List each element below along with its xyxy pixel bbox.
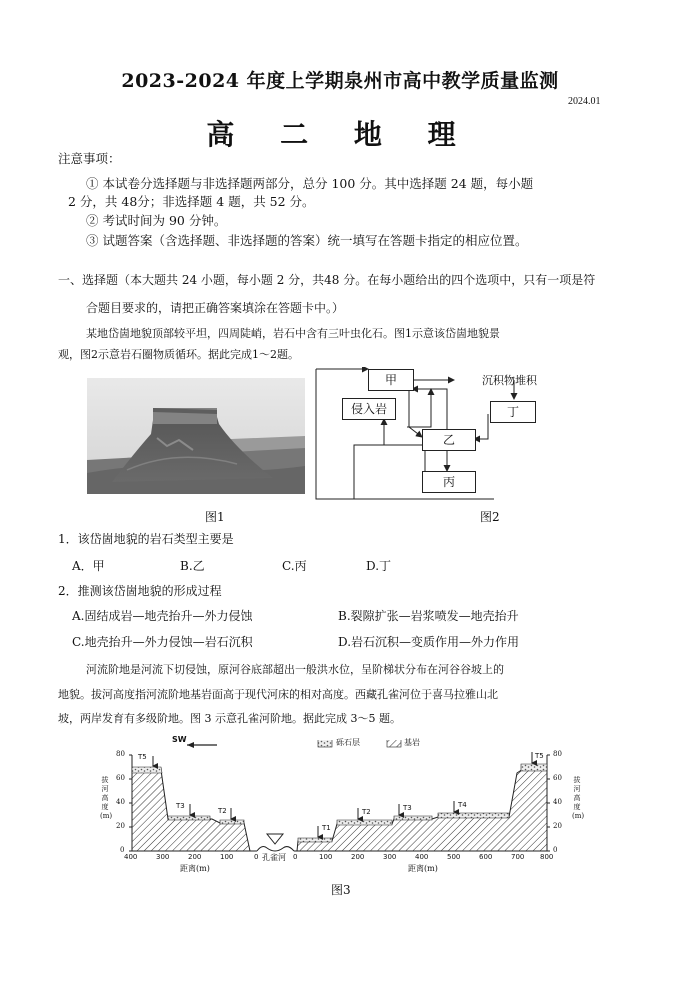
sediment-label: 沉积物堆积 xyxy=(482,374,537,387)
legend-gravel: 砾石层 xyxy=(336,738,360,747)
right-y-axis-label: 拔河高度(m) xyxy=(572,776,585,820)
notice-heading: 注意事项： xyxy=(58,151,121,166)
notice-item-2: ② 考试时间为 90 分钟。 xyxy=(86,213,227,228)
right-x-tick: 800 xyxy=(540,853,554,861)
exam-title: 2023-2024 年度上学期泉州市高中教学质量监测 xyxy=(121,70,559,92)
right-y-tick: 40 xyxy=(553,798,562,806)
passage2-line3: 坡，两岸发育有多级阶地。图 3 示意孔雀河阶地。据此完成 3～5 题。 xyxy=(58,712,401,725)
q1-stem: 1．该岱崮地貌的岩石类型主要是 xyxy=(58,532,234,546)
right-x-tick: 500 xyxy=(447,853,461,861)
q2-option-c: C.地壳抬升—外力侵蚀—岩石沉积 xyxy=(72,635,253,649)
fig1-landform-photo xyxy=(87,378,305,494)
left-x-tick: 300 xyxy=(156,853,170,861)
notice-item-1: ① 本试卷分选择题与非选择题两部分，总分 100 分。其中选择题 24 题，每小题 xyxy=(86,176,534,191)
left-y-tick: 20 xyxy=(116,822,125,830)
passage1-line2: 观，图2示意岩石圈物质循环。据此完成1～2题。 xyxy=(58,348,299,361)
legend-bedrock: 基岩 xyxy=(404,738,420,747)
q1-option-c: C.丙 xyxy=(282,559,307,573)
left-y-tick: 0 xyxy=(120,846,125,854)
right-x-tick: 400 xyxy=(415,853,429,861)
fig2-caption: 图2 xyxy=(480,510,500,524)
section1-line2: 合题目要求的，请把正确答案填涂在答题卡中。） xyxy=(86,301,345,315)
terrace-label-right: T3 xyxy=(403,804,412,812)
right-x-tick: 100 xyxy=(319,853,333,861)
right-x-tick: 600 xyxy=(479,853,493,861)
left-x-tick: 100 xyxy=(220,853,234,861)
subject-title: 高 二 地 理 xyxy=(206,118,474,151)
q2-option-d: D.岩石沉积—变质作用—外力作用 xyxy=(338,635,520,649)
rock-box-ding: 丁 xyxy=(490,401,536,423)
right-y-tick: 80 xyxy=(553,750,562,758)
passage2-line2: 地貌。拔河高度指河流阶地基岩面高于现代河床的相对高度。西藏孔雀河位于喜马拉雅山北 xyxy=(58,688,498,701)
right-x-tick: 200 xyxy=(351,853,365,861)
rock-box-yi: 乙 xyxy=(422,429,476,451)
q1-option-a: A．甲 xyxy=(72,559,105,573)
fig3-terrace-diagram xyxy=(92,735,592,880)
q1-option-d: D.丁 xyxy=(366,559,392,573)
terrace-label-left: T5 xyxy=(138,753,147,761)
notice-item-3: ③ 试题答案（含选择题、非选择题的答案）统一填写在答题卡指定的相应位置。 xyxy=(86,233,528,248)
terrace-label-right: T2 xyxy=(362,808,371,816)
q2-stem: 2．推测该岱崮地貌的形成过程 xyxy=(58,584,222,598)
q2-option-a: A.固结成岩—地壳抬升—外力侵蚀 xyxy=(72,609,253,623)
fig3-caption: 图3 xyxy=(331,883,351,897)
exam-date: 2024.01 xyxy=(568,96,601,107)
left-y-axis-label: 拔河高度(m) xyxy=(100,776,113,820)
q1-option-b: B.乙 xyxy=(180,559,205,573)
right-x-axis-label: 距离(m) xyxy=(408,864,438,873)
right-y-tick: 0 xyxy=(553,846,558,854)
rock-box-qinru: 侵入岩 xyxy=(342,398,396,420)
right-x-tick: 300 xyxy=(383,853,397,861)
rock-box-jia: 甲 xyxy=(368,369,414,391)
left-y-tick: 80 xyxy=(116,750,125,758)
left-x-tick: 0 xyxy=(254,853,259,861)
terrace-label-left: T2 xyxy=(218,807,227,815)
left-x-tick: 200 xyxy=(188,853,202,861)
fig1-caption: 图1 xyxy=(205,510,225,524)
terrace-label-right: T1 xyxy=(322,824,331,832)
right-x-tick: 0 xyxy=(293,853,298,861)
q2-option-b: B.裂隙扩张—岩浆喷发—地壳抬升 xyxy=(338,609,519,623)
right-y-tick: 20 xyxy=(553,822,562,830)
terrace-label-left: T3 xyxy=(176,802,185,810)
section1-line1: 一、选择题（本大题共 24 小题，每小题 2 分，共48 分。在每小题给出的四个选项中，只有一项是符 xyxy=(58,273,596,287)
left-y-tick: 40 xyxy=(116,798,125,806)
notice-item-1-cont: 2 分，共 48分；非选择题 4 题，共 52 分。 xyxy=(68,194,315,209)
passage2-line1: 河流阶地是河流下切侵蚀，原河谷底部超出一般洪水位，呈阶梯状分布在河谷谷坡上的 xyxy=(86,663,504,676)
left-x-tick: 400 xyxy=(124,853,138,861)
rock-box-bing: 丙 xyxy=(422,471,476,493)
fig2-rock-cycle-diagram xyxy=(314,367,554,500)
direction-label: SW xyxy=(172,735,187,744)
passage1-line1: 某地岱崮地貌顶部较平坦，四周陡峭，岩石中含有三叶虫化石。图1示意该岱崮地貌景 xyxy=(86,327,500,340)
terrace-label-right: T5 xyxy=(535,752,544,760)
river-label: 孔雀河 xyxy=(262,853,286,862)
left-x-axis-label: 距离(m) xyxy=(180,864,210,873)
left-y-tick: 60 xyxy=(116,774,125,782)
right-y-tick: 60 xyxy=(553,774,562,782)
right-x-tick: 700 xyxy=(511,853,525,861)
terrace-label-right: T4 xyxy=(458,801,467,809)
